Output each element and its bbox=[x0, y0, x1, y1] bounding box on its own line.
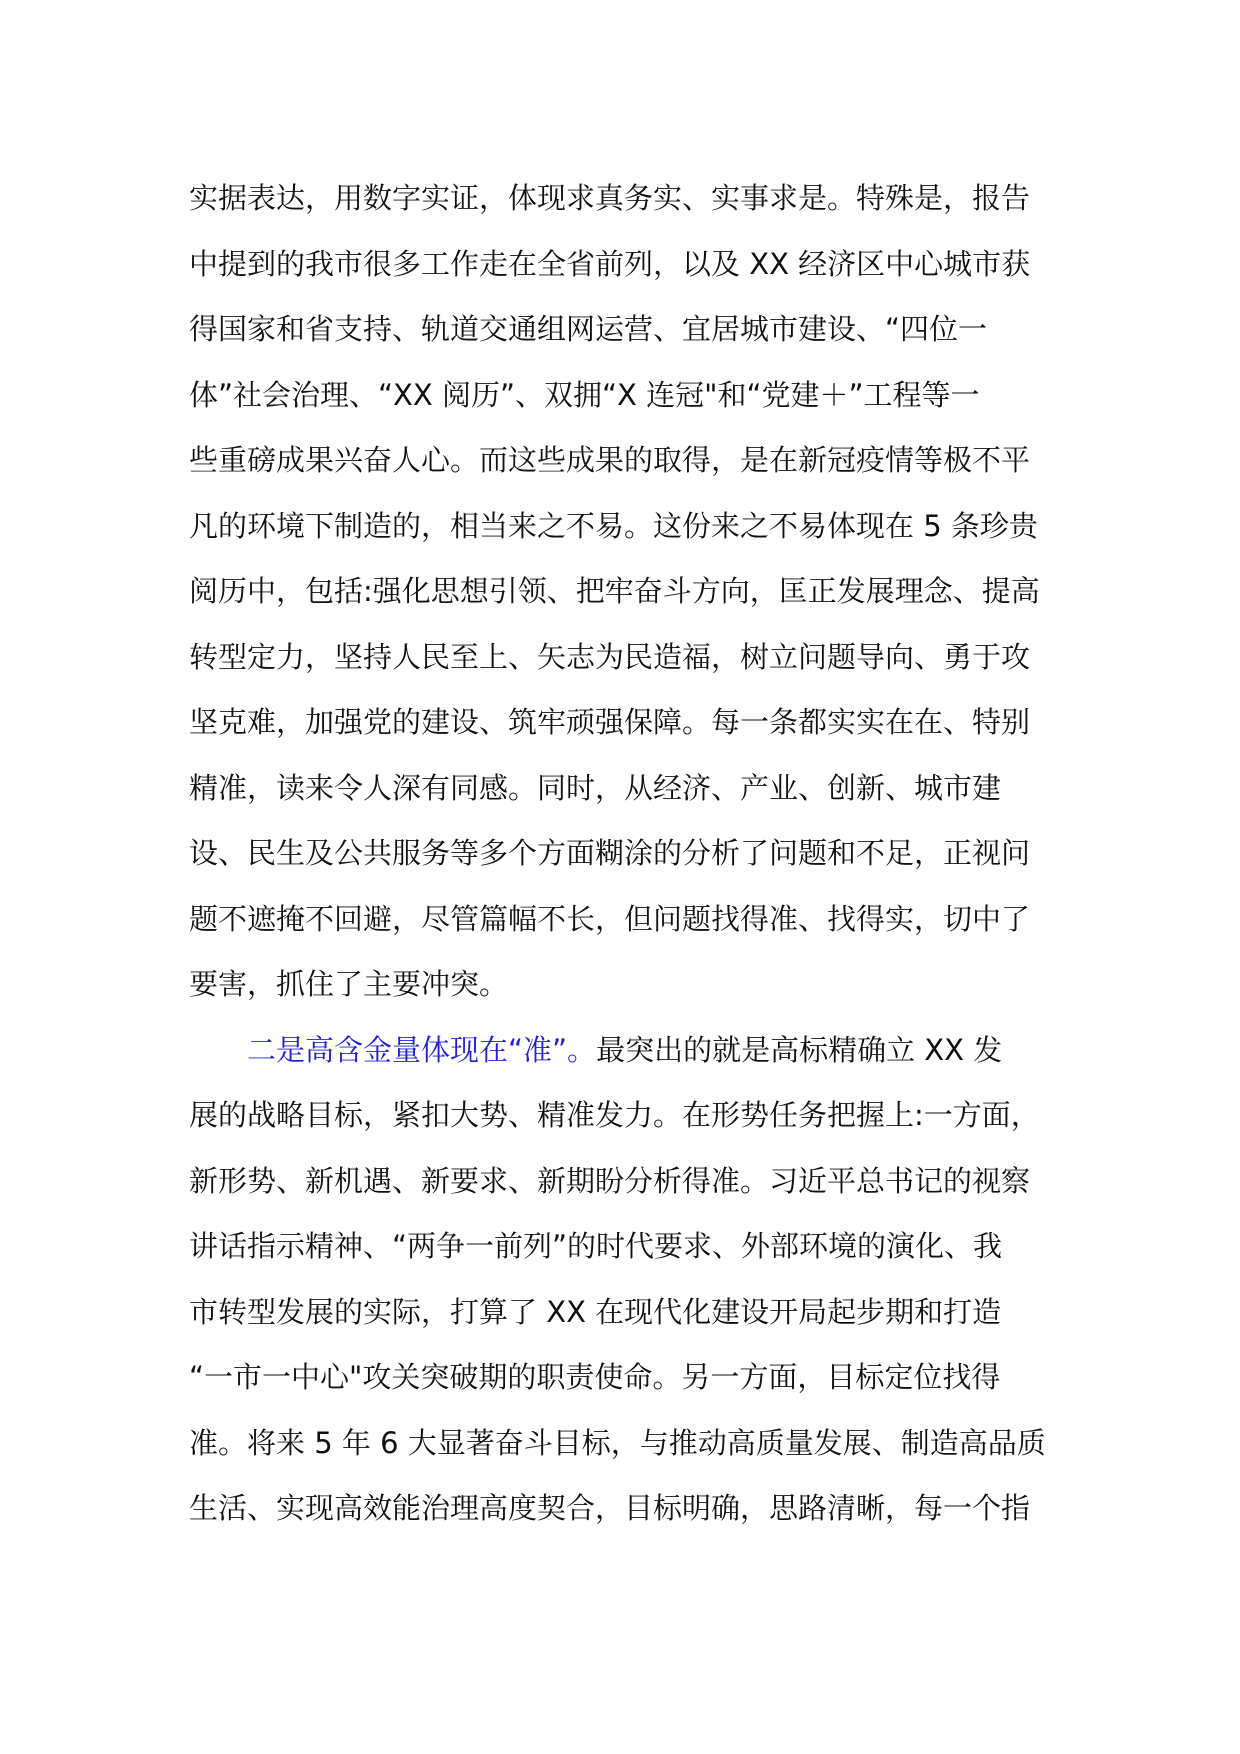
text-line: 坚克难，加强党的建设、筑牢顽强保障。每一条都实实在在、特别 bbox=[189, 705, 1031, 739]
paragraph-1 bbox=[189, 166, 1049, 1018]
paragraph-2 bbox=[189, 1018, 1049, 1542]
text-line: 凡的环境下制造的，相当来之不易。这份来之不易体现在 5 条珍贵 bbox=[189, 508, 1038, 543]
section-heading: 二是高含金量体现在“准”。 bbox=[247, 1032, 597, 1067]
text-line: 得国家和省支持、轨道交通组网运营、宜居城市建设、“四位一 bbox=[189, 312, 988, 346]
text-line: 实据表达，用数字实证，体现求真务实、实事求是。特殊是，报告 bbox=[189, 181, 1031, 215]
text-line: 生活、实现高效能治理高度契合，目标明确，思路清晰，每一个指 bbox=[189, 1491, 1031, 1525]
text-line: 中提到的我市很多工作走在全省前列，以及 XX 经济区中心城市获 bbox=[189, 246, 1031, 281]
body-text bbox=[189, 166, 1049, 1542]
text-line: 市转型发展的实际，打算了 XX 在现代化建设开局起步期和打造 bbox=[189, 1294, 1002, 1329]
text-line: 题不遮掩不回避，尽管篇幅不长，但问题找得准、找得实，切中了 bbox=[189, 901, 1031, 936]
text-line: “一市一中心"攻关突破期的职责使命。另一方面，目标定位找得 bbox=[189, 1360, 1001, 1394]
text-line: 展的战略目标，紧扣大势、精准发力。在形势任务把握上:一方面， bbox=[189, 1098, 1040, 1132]
text-line: 些重磅成果兴奋人心。而这些成果的取得，是在新冠疫情等极不平 bbox=[189, 443, 1031, 477]
paragraph-2-first-line bbox=[189, 1018, 1049, 1084]
text-line: 要害，抓住了主要冲突。 bbox=[189, 967, 509, 1001]
text-line: 体”社会治理、“XX 阅历”、双拥“X 连冠"和“党建＋”工程等一 bbox=[189, 377, 980, 412]
text-line: 讲话指示精神、“两争一前列”的时代要求、外部环境的演化、我 bbox=[189, 1229, 1003, 1263]
text-line: 阅历中，包括:强化思想引领、把牢奋斗方向，匡正发展理念、提高 bbox=[189, 574, 1040, 608]
text-line: 新形势、新机遇、新要求、新期盼分析得准。习近平总书记的视察 bbox=[189, 1163, 1031, 1198]
text-line: 转型定力，坚持人民至上、矢志为民造福，树立问题导向、勇于攻 bbox=[189, 639, 1031, 674]
text-segment: 最突出的就是高标精确立 XX 发 bbox=[596, 1032, 1003, 1067]
text-line: 精准，读来令人深有同感。同时，从经济、产业、创新、城市建 bbox=[189, 770, 1002, 805]
text-line: 设、民生及公共服务等多个方面糊涂的分析了问题和不足，正视问 bbox=[189, 836, 1031, 870]
text-line: 准。将来 5 年 6 大显著奋斗目标，与推动高质量发展、制造高品质 bbox=[189, 1425, 1046, 1460]
